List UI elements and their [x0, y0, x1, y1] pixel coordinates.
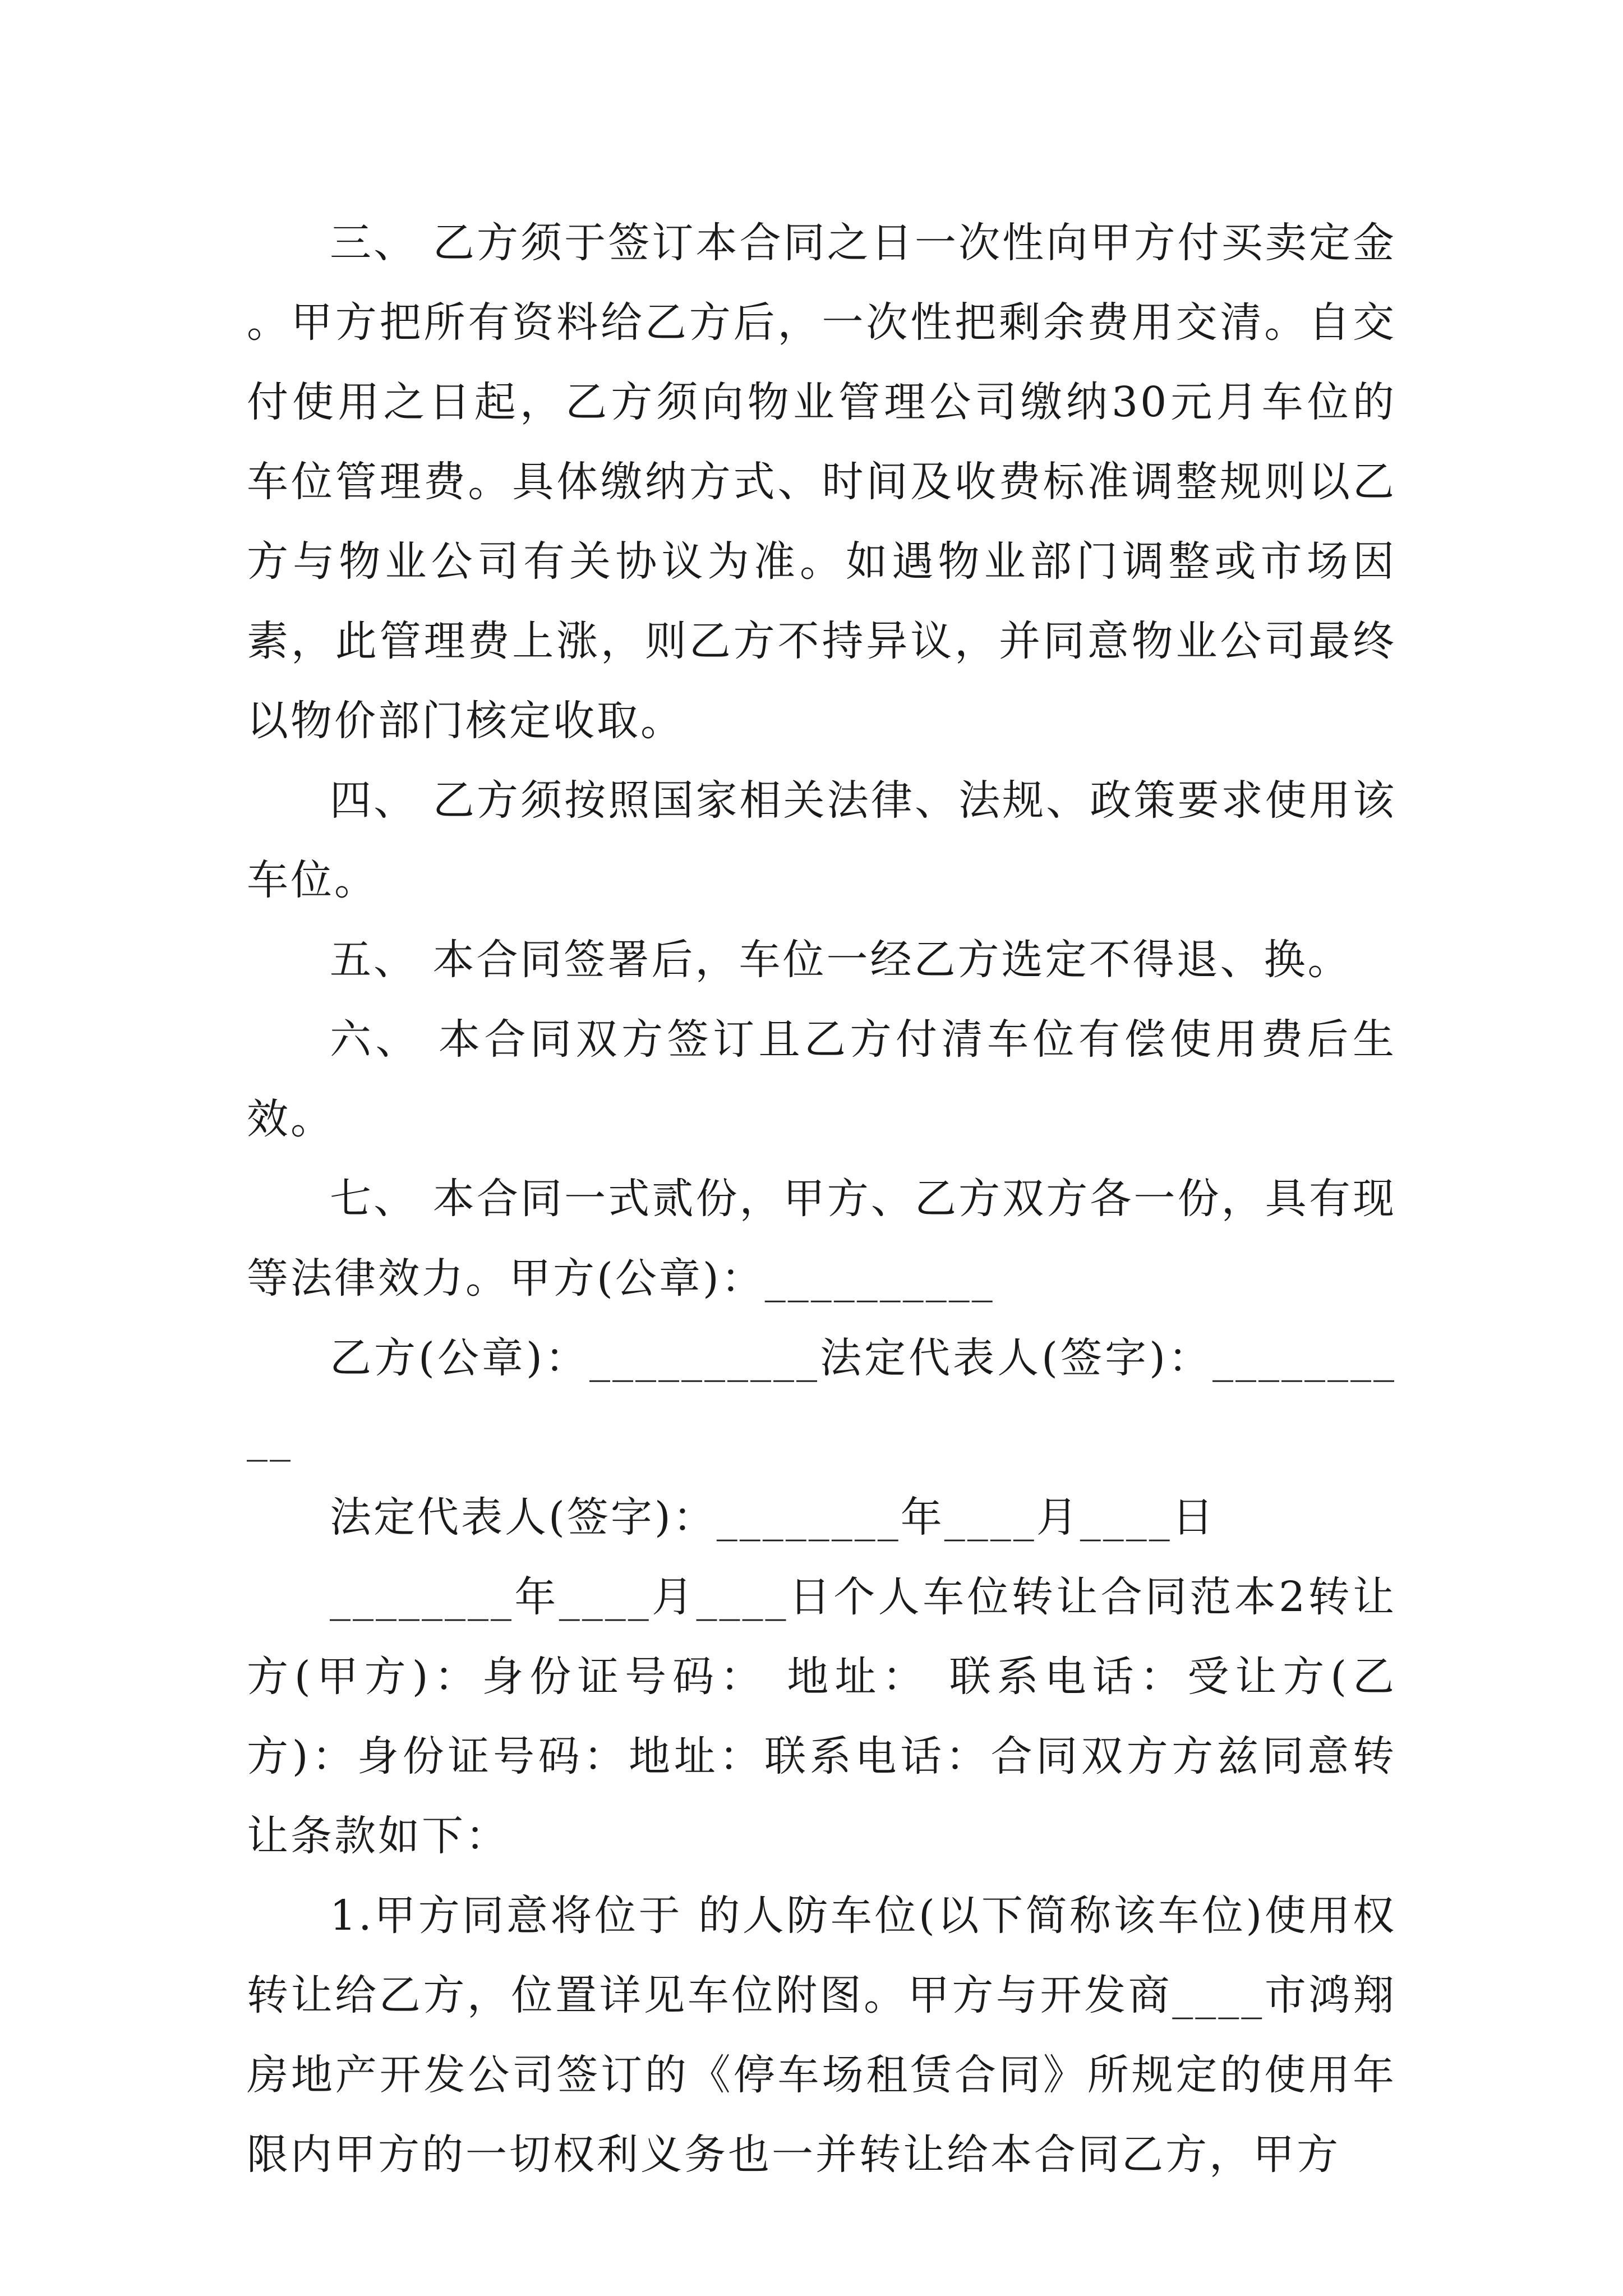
clause-3-paragraph: 三、 乙方须于签订本合同之日一次性向甲方付买卖定金 。甲方把所有资料给乙方后，一次性把剩余费用交清。自交付使用之日起，乙方须向物业管理公司缴纳30元月车位的车位管理费。具体缴纳方式、时间及收费标准调整规则以乙方与物业公司有关协议为准。如遇物业部门调整或市场因素，此管理费上涨，则乙方不持异议，并同意物业公司最终以物价部门核定收取。	[247, 219, 1396, 745]
clause-4-paragraph: 四、 乙方须按照国家相关法律、法规、政策要求使用该车位。	[247, 776, 1396, 904]
clause-6-paragraph: 六、 本合同双方签订且乙方付清车位有偿使用费后生效。	[247, 1015, 1396, 1143]
contract-2-clause-1-paragraph: 1.甲方同意将位于 的人防车位(以下简称该车位)使用权转让给乙方，位置详见车位附图。甲方与开发商____市鸿翔房地产开发公司签订的《停车场租赁合同》所规定的使用年限内甲方的一切权利义务也一并转让给本合同乙方，甲方	[247, 1892, 1396, 2179]
clause-7-paragraph: 七、 本合同一式贰份，甲方、乙方双方各一份，具有现等法律效力。甲方(公章)：__________	[247, 1175, 1396, 1303]
document-body	[247, 203, 1396, 2194]
representative-date-line: 法定代表人(签字)：________年____月____日	[330, 1493, 1216, 1542]
party-b-signature-line: 乙方(公章)：__________法定代表人(签字)：__________	[247, 1334, 1396, 1462]
clause-5-paragraph: 五、 本合同签署后，车位一经乙方选定不得退、换。	[330, 936, 1352, 984]
contract-2-header-paragraph: ________年____月____日个人车位转让合同范本2转让方(甲方)：身份证号码： 地址： 联系电话：受让方(乙方)：身份证号码：地址：联系电话：合同双方方兹同意转让条款如下：	[247, 1573, 1396, 1860]
